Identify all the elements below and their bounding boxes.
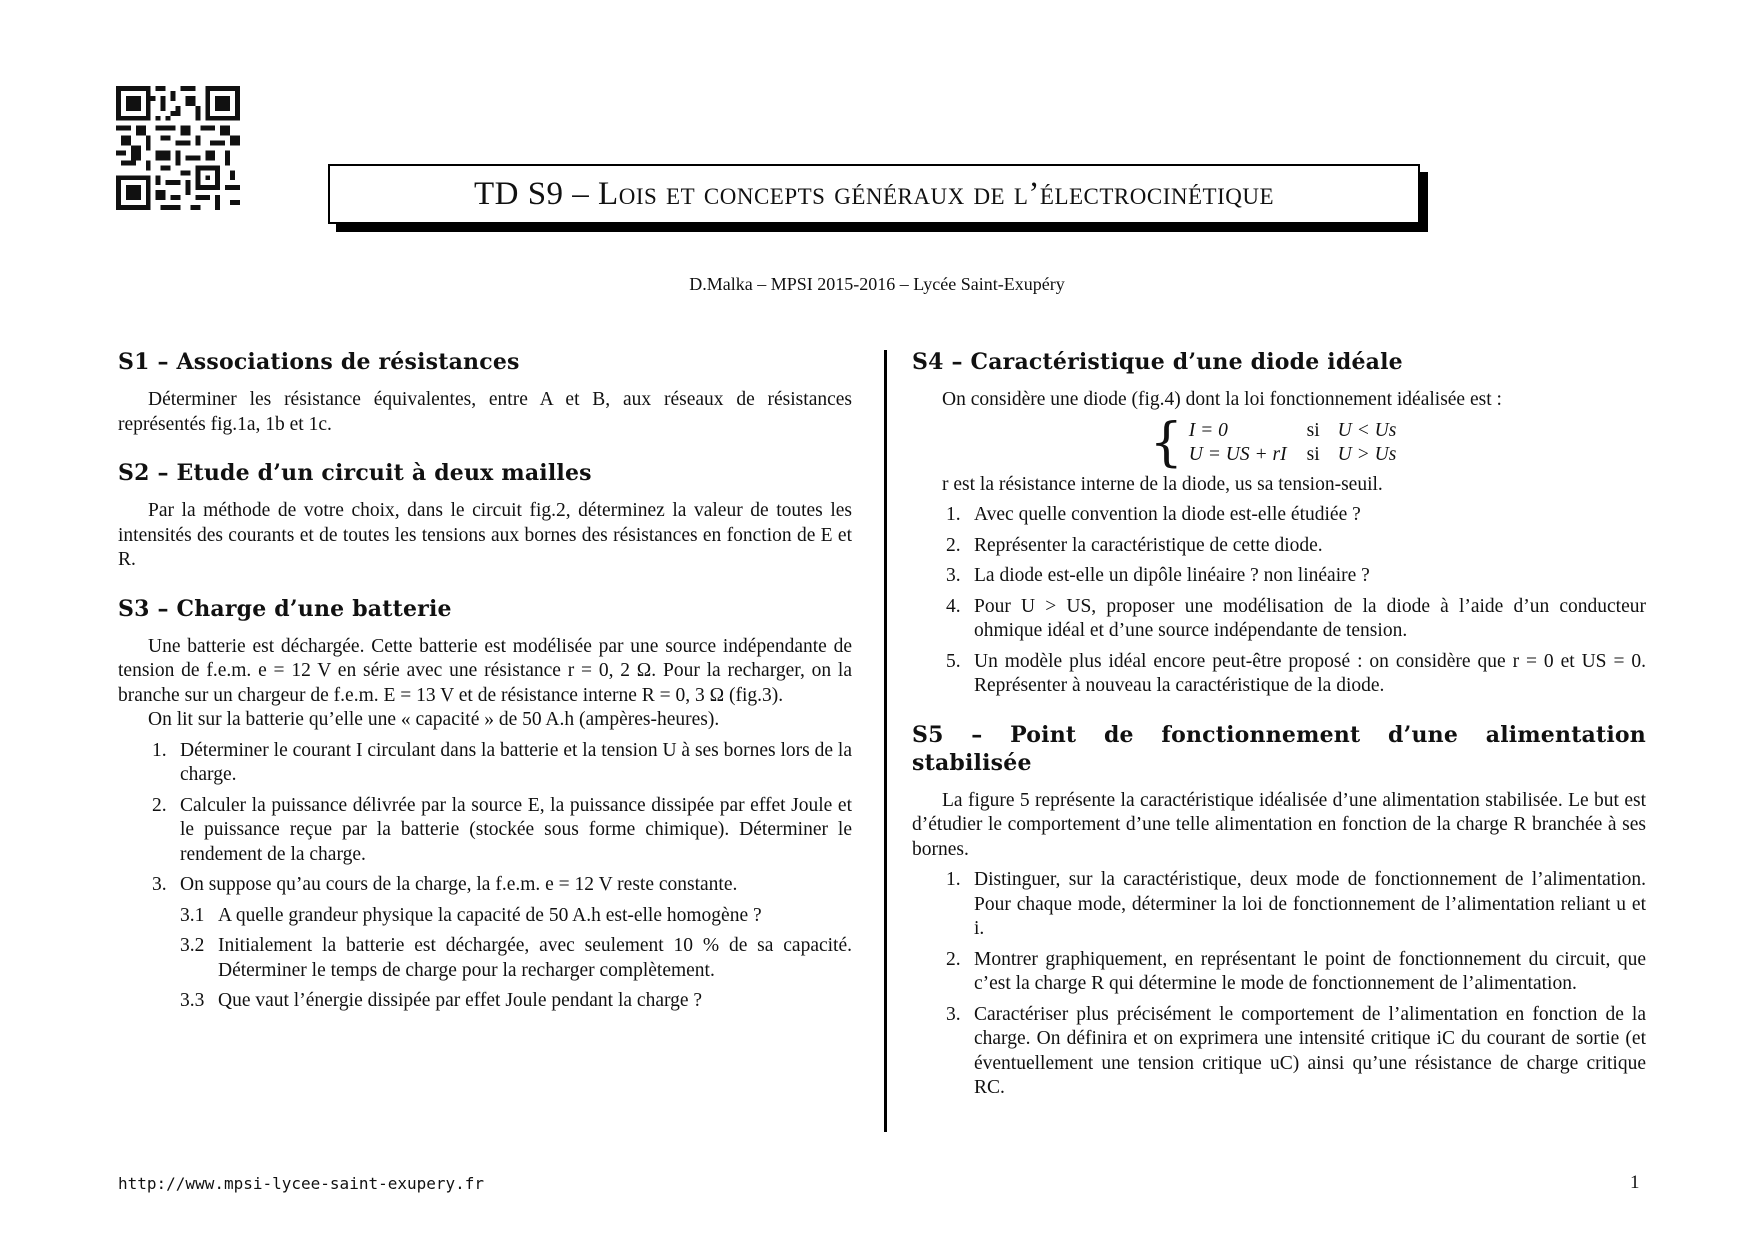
equation-left: I = 0 [1188,419,1228,441]
section-text: La figure 5 représente la caractéristique idéalisée d’une alimentation stabilisée. Le but est d’étudier le comportement d’une telle alimentation en fonction de la charge R branchée à ses bornes. [912,789,1646,860]
section-s4 [912,348,1646,699]
list-item [912,503,1646,528]
list-item [912,1003,1646,1101]
section-text: r est la résistance interne de la diode, us sa tension-seuil. [942,473,1383,495]
item-text: Avec quelle convention la diode est-elle étudiée ? [974,504,1361,525]
item-text: Un modèle plus idéal encore peut-être proposé : on considère que r = 0 et US = 0. Représenter à nouveau la caractéristique de la diode. [974,650,1646,696]
section-text: Déterminer les résistance équivalentes, entre A et B, aux réseaux de résistances représentés fig.1a, 1b et 1c. [118,389,852,435]
item-text: Que vaut l’énergie dissipée par effet Joule pendant la charge ? [218,990,703,1011]
section-s5 [912,721,1646,1101]
title-box [328,164,1420,224]
item-number: 3.3 [180,990,205,1011]
question-list [912,868,1646,1101]
list-item [912,948,1646,997]
item-number: 3. [152,874,167,895]
page-title: TD S9 – Lois et concepts généraux de l’électrocinétique [473,175,1275,212]
item-text: On suppose qu’au cours de la charge, la f.e.m. e = 12 V reste constante. [180,874,738,895]
item-number: 2. [946,534,961,556]
question-list [912,503,1646,699]
list-item [912,650,1646,699]
item-text: La diode est-elle un dipôle linéaire ? non linéaire ? [974,565,1370,586]
item-number: 3.1 [180,904,205,926]
list-item [912,534,1646,559]
list-item [912,595,1646,644]
list-item [180,934,852,983]
equation-condition: U > Us [1337,443,1397,465]
item-number: 1. [152,739,167,761]
item-text: Distinguer, sur la caractéristique, deux mode de fonctionnement de l’alimentation. Pour chaque mode, déterminer la loi de fonctionnement de l’alimentation reliant u et i. [974,869,1646,939]
section-s3 [118,595,852,1014]
section-text: Une batterie est déchargée. Cette batterie est modélisée par une source indépendante de tension de f.e.m. e = 12 V en série avec une résistance r = 0, 2 Ω. Pour la recharger, on la branche sur un chargeur de f.e.m. E = 13 V et de résistance interne R = 0, 3 Ω (fig.3). [118,635,852,706]
section-heading: S3 – Charge d’une batterie [118,595,452,622]
item-number: 3.2 [180,935,205,956]
section-heading: S1 – Associations de résistances [118,349,520,375]
item-number: 3. [946,565,961,586]
item-number: 2. [946,948,961,970]
item-text: Caractériser plus précisément le comportement de l’alimentation en fonction de la charge. On définira et on exprimera une intensité critique iC du courant de sortie (et éventuellement une tension critique uC) ainsi qu’une résistance de charge critique RC. [974,1003,1646,1098]
equation-system [912,412,1646,473]
section-text: On considère une diode (fig.4) dont la loi fonctionnement idéalisée est : [942,389,1502,410]
list-item [118,739,852,788]
equation-condition-word: si [1306,419,1320,441]
byline: D.Malka – MPSI 2015-2016 – Lycée Saint-Exupéry [689,274,1065,294]
question-list [118,739,852,1014]
item-number: 5. [946,650,961,672]
list-item [912,564,1646,589]
list-item [180,989,852,1014]
footer-link[interactable]: http://www.mpsi-lycee-saint-exupery.fr [118,1174,485,1193]
equation-table [1189,419,1409,467]
page-number: 1 [1630,1172,1640,1193]
left-column [118,348,852,1036]
section-heading: S5 – Point de fonctionnement d’une alimentation stabilisée [912,721,1646,776]
equation-left: U = US + rI [1188,443,1287,465]
section-text: Par la méthode de votre choix, dans le circuit fig.2, déterminez la valeur de toutes les intensités des courants et de toutes les tensions aux bornes des résistances en fonction de E et R. [118,500,852,570]
sub-question-list [180,904,852,1014]
right-column [912,348,1646,1123]
item-text: A quelle grandeur physique la capacité de 50 A.h est-elle homogène ? [218,904,762,926]
item-text: Représenter la caractéristique de cette diode. [974,534,1323,556]
column-divider [884,350,887,1132]
section-heading: S4 – Caractéristique d’une diode idéale [912,349,1403,375]
item-number: 3. [946,1003,961,1025]
list-item [180,904,852,929]
item-number: 1. [946,869,961,890]
item-text: Pour U > US, proposer une modélisation de la diode à l’aide d’un conducteur ohmique idéal et d’une source indépendante de tension. [974,595,1646,641]
section-heading: S2 – Etude d’un circuit à deux mailles [118,460,592,486]
section-text: On lit sur la batterie qu’elle une « capacité » de 50 A.h (ampères-heures). [148,709,720,730]
section-s1 [118,348,852,437]
list-item [118,873,852,1014]
list-item [118,794,852,868]
equation-condition: U < Us [1337,419,1397,441]
equation-condition-word: si [1306,443,1320,465]
item-text: Montrer graphiquement, en représentant le point de fonctionnement du circuit, que c’est la charge R qui détermine le mode de fonctionnement de l’alimentation. [974,948,1646,994]
item-number: 2. [152,794,167,816]
item-text: Initialement la batterie est déchargée, avec seulement 10 % de sa capacité. Déterminer le temps de charge pour la recharger complètement. [218,935,852,981]
item-number: 1. [946,504,961,525]
qr-code [116,86,240,210]
section-s2 [118,459,852,573]
brace: { [1149,412,1183,473]
list-item [912,868,1646,942]
item-text: Calculer la puissance délivrée par la source E, la puissance dissipée par effet Joule et le puissance reçue par la batterie (stockée sous forme chimique). Déterminer le rendement de la charge. [180,794,852,865]
item-text: Déterminer le courant I circulant dans la batterie et la tension U à ses bornes lors de la charge. [180,739,852,785]
item-number: 4. [946,595,961,617]
